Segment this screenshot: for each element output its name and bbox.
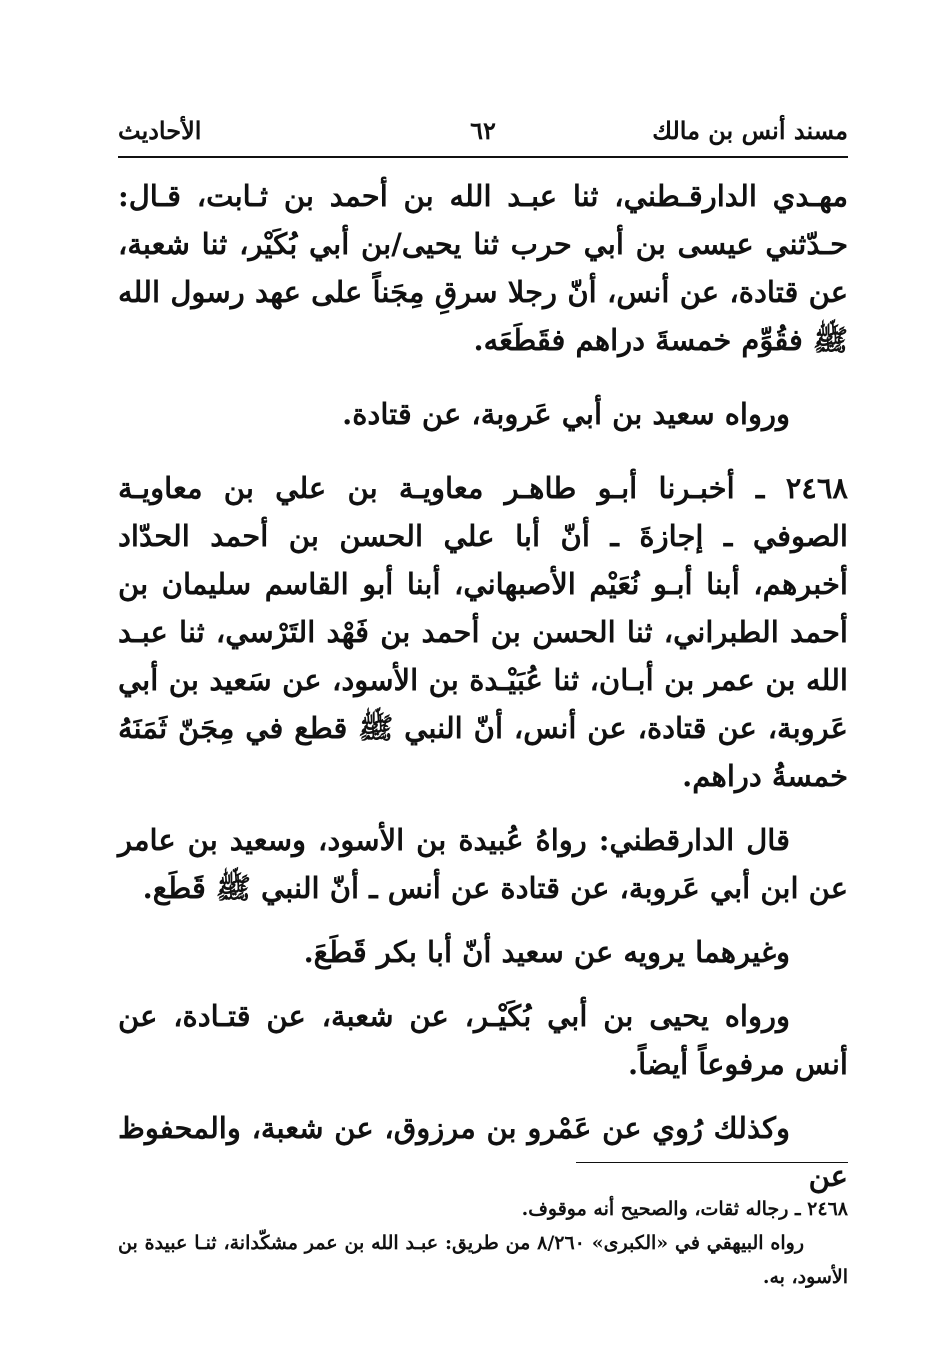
page-header [118, 110, 848, 158]
hadith-2468: ٢٤٦٨ ـ أخبـرنا أبـو طاهـر معاويـة بن علي بن معاويـة الصوفي ـ إجازةَ ـ أنّ أبا علي الحسن بن أحمد الحدّاد أخبرهم، أبنا أبـو نُعَيْم الأصبهاني، أبنا أبو القاسم سليمان بن أحمد الطبراني، ثنا الحسن بن أحمد بن فَهْد التَرْسي، ثنا عبـد الله بن عمر بن أبـان، ثنا عُبَيْـدة بن الأسود، عن سَعيد بن أبي عَروبة، عن قتادة، عن أنس، أنّ النبي ﷺ قطع في مِجَنّ ثَمَنَهُ خمسةُ دراهم. [118, 471, 848, 793]
paragraph-amr: وكذلك رُوي عن عَمْرو بن مرزوق، عن شعبة، والمحفوظ عن [118, 1111, 848, 1193]
main-text [118, 172, 848, 1200]
paragraph-daraqutni: قال الدارقطني: رواهُ عُبيدة بن الأسود، وسعيد بن عامر عن ابن أبي عَروبة، عن قتادة عن أنس ـ أنّ النبي ﷺ قَطَع. [118, 823, 848, 905]
page-number: ٦٢ [470, 116, 496, 145]
footnote-source: رواه البيهقي في «الكبرى» ٨/٢٦٠ من طريق: عبـد الله بن عمر مشكّدانة، ثنـا عبيدة بن الأسود، به. [118, 1232, 848, 1288]
paragraph-narration: ورواه سعيد بن أبي عَروبة، عن قتادة. [342, 397, 790, 431]
paragraph-continuation: مهـدي الدارقـطني، ثنا عبـد الله بن أحمد بن ثـابت، قـال: حـدّثني عيسى بن أبي حرب ثنا يحيى/بن أبي بُكَيْر، ثنا شعبة، عن قتادة، عن أنس، أنّ رجلا سرقِ مِجَناً على عهد رسول الله ﷺ فقُوِّم خمسةَ دراهم فقَطَعَه. [118, 179, 848, 357]
footnote-grading: ٢٤٦٨ ـ رجاله ثقات، والصحيح أنه موقوف. [521, 1198, 848, 1220]
paragraph-others: وغيرهما يرويه عن سعيد أنّ أبا بكر قَطَعَ. [303, 935, 790, 969]
footnotes [118, 1192, 848, 1294]
section-title: الأحاديث [118, 116, 202, 145]
paragraph-yahya: ورواه يحيى بن أبي بُكَيْـر، عن شعبة، عن قتـادة، عن أنس مرفوعاً أيضاً. [118, 999, 848, 1081]
book-title: مسند أنس بن مالك [652, 116, 848, 145]
footnote-separator [576, 1162, 848, 1163]
